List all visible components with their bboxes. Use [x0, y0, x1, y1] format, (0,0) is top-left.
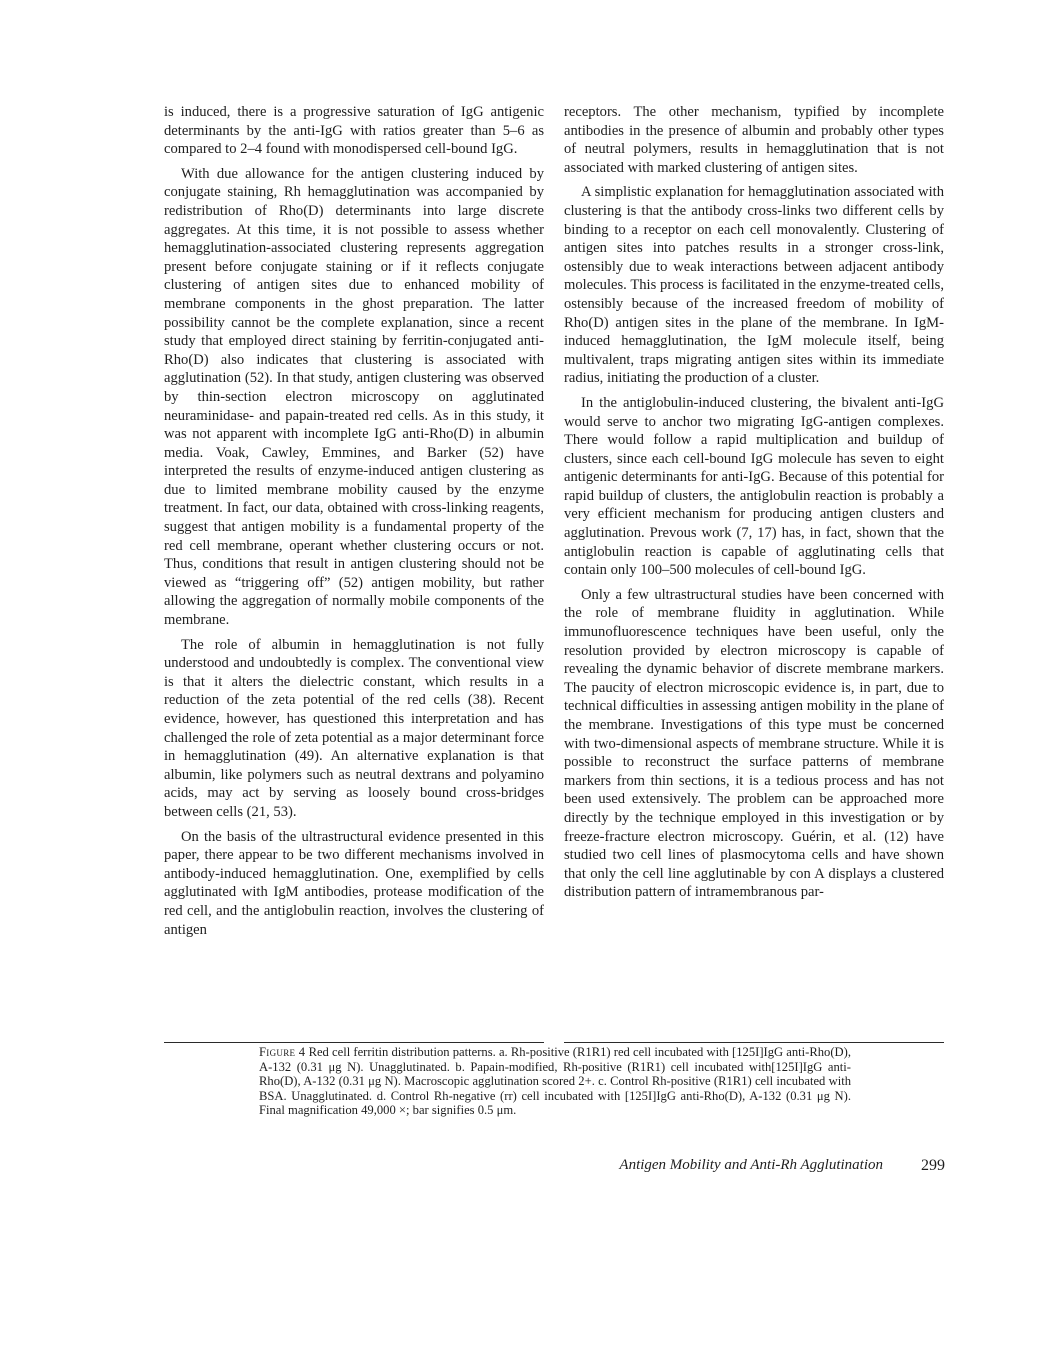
paragraph: is induced, there is a progressive saturation of IgG antigenic determinants by the anti-IgG with ratios greater than 5–6 as compared to 2–4 found with monodispersed cell-bound IgG. [164, 104, 544, 158]
page-number: 299 [921, 1157, 945, 1174]
paragraph: The role of albumin in hemagglutination is not fully understood and undoubtedly is complex. The conventional view is that it alters the dielectric constant, which results in a reduction of the zeta potential of the red cells (38). Recent evidence, however, has questioned this interpretation and has challenged the role of zeta potential as a major determinant force in hemagglutination (49). An alternative explanation is that albumin, like polymers such as neutral dextrans and polyamino acids, may act by serving as loosely bound cross-bridges between cells (21, 53). [164, 636, 544, 820]
left-text-column [164, 103, 544, 939]
caption-divider-right [564, 1042, 944, 1043]
paragraph: On the basis of the ultrastructural evidence presented in this paper, there appear to be two different mechanisms involved in antibody-induced hemagglutination. One, exemplified by cells agglutinated with IgM antibodies, protease modification of the red cell, and the antiglobulin reaction, involves the clustering of antigen [164, 828, 544, 938]
running-title: Antigen Mobility and Anti-Rh Agglutination [619, 1157, 883, 1173]
figure-label: Figure 4 [259, 1045, 306, 1059]
right-text-column [564, 103, 944, 902]
paragraph: In the antiglobulin-induced clustering, the bivalent anti-IgG would serve to anchor two migrating IgG-antigen complexes. There would follow a rapid multiplication and buildup of clusters, since each cell-bound IgG molecule has seven to eight antigenic determinants for anti-IgG. Because of this potential for rapid buildup of clusters, the antiglobulin reaction is probably a very efficient mechanism for producing antigen clusters and agglutination. Prevous work (7, 17) has, in fact, shown that the antiglobulin reaction is capable of agglutinating cells that contain only 100–500 molecules of cell-bound IgG. [564, 394, 944, 579]
paragraph: receptors. The other mechanism, typified by incomplete antibodies in the presence of albumin and probably other types of neutral polymers, results in hemagglutination that is not associated with marked clustering of antigen sites. [564, 104, 944, 176]
caption-divider-left [164, 1042, 544, 1043]
caption-text: Red cell ferritin distribution patterns. a. Rh-positive (R1R1) red cell incubated with [125I]IgG anti-Rho(D), A-132 (0.31 μg N). Unagglutinated. b. Papain-modified, Rh-positive (R1R1) cell incubated with[125I]IgG anti-Rho(D), A-132 (0.31 μg N). Macroscopic agglutination scored 2+. c. Control Rh-positive (R1R1) cell incubated with BSA. Unagglutinated. d. Control Rh-negative (rr) cell incubated with [125I]IgG anti-Rho(D), A-132 (0.31 μg N). Final magnification 49,000 ×; bar signifies 0.5 μm. [259, 1045, 851, 1118]
paragraph: With due allowance for the antigen clustering induced by conjugate staining, Rh hemagglutination was accompanied by redistribution of Rho(D) determinants into large discrete aggregates. At this time, it is not possible to assess whether hemagglutination-associated clustering represents aggregation present before conjugate staining or if it reflects conjugate clustering of antigen sites due to enhanced mobility of membrane components in the ghost preparation. The latter possibility cannot be the complete explanation, since a recent study that employed direct staining by ferritin-conjugated anti-Rho(D) also indicates that clustering is associated with agglutination (52). In that study, antigen clustering was observed by thin-section electron microscopy on agglutinated neuraminidase- and papain-treated red cells. As in this study, it was not apparent with incomplete IgG anti-Rho(D) in albumin media. Voak, Cawley, Emmines, and Barker (52) have interpreted the results of enzyme-induced antigen clustering as due to limited membrane mobility caused by the enzyme treatment. In fact, our data, obtained with cross-linking reagents, suggest that antigen mobility is a fundamental property of the red cell membrane, operant whether clustering occurs or not. Thus, conditions that result in antigen clustering should not be viewed as “triggering off” (52) antigen mobility, but rather allowing the aggregation of normally mobile components of the membrane. [164, 165, 544, 629]
paragraph: Only a few ultrastructural studies have been concerned with the role of membrane fluidity in agglutination. While immunofluorescence techniques have been useful, only the resolution provided by electron microscopy is capable of revealing the dynamic behavior of discrete membrane markers. The paucity of electron microscopic evidence is, in part, due to technical difficulties in assessing antigen mobility in the plane of the membrane. Investigations of this type must be concerned with two-dimensional aspects of membrane structure. While it is possible to reconstruct the surface patterns of membrane markers from thin sections, it is a tedious process and has not been used extensively. The problem can be approached more directly by the technique employed in this investigation or by freeze-fracture electron microscopy. Guérin, et al. (12) have studied two cell lines of plasmocytoma cells and have shown that only the cell line agglutinable by con A displays a clustered distribution pattern of intramembranous par- [564, 586, 944, 901]
figure-caption [259, 1045, 851, 1118]
paragraph: A simplistic explanation for hemagglutination associated with clustering is that the antibody cross-links two different cells by binding to a receptor on each cell monovalently. Clustering of antigen sites into patches results in a stronger cross-link, ostensibly due to weak interactions between adjacent antibody molecules. This process is facilitated in the enzyme-treated cells, ostensibly because of the increased freedom of mobility of Rho(D) antigen sites in the plane of the membrane. In IgM-induced hemagglutination, the IgM molecule itself, being multivalent, traps migrating antigen sites within its immediate radius, initiating the production of a cluster. [564, 184, 944, 387]
